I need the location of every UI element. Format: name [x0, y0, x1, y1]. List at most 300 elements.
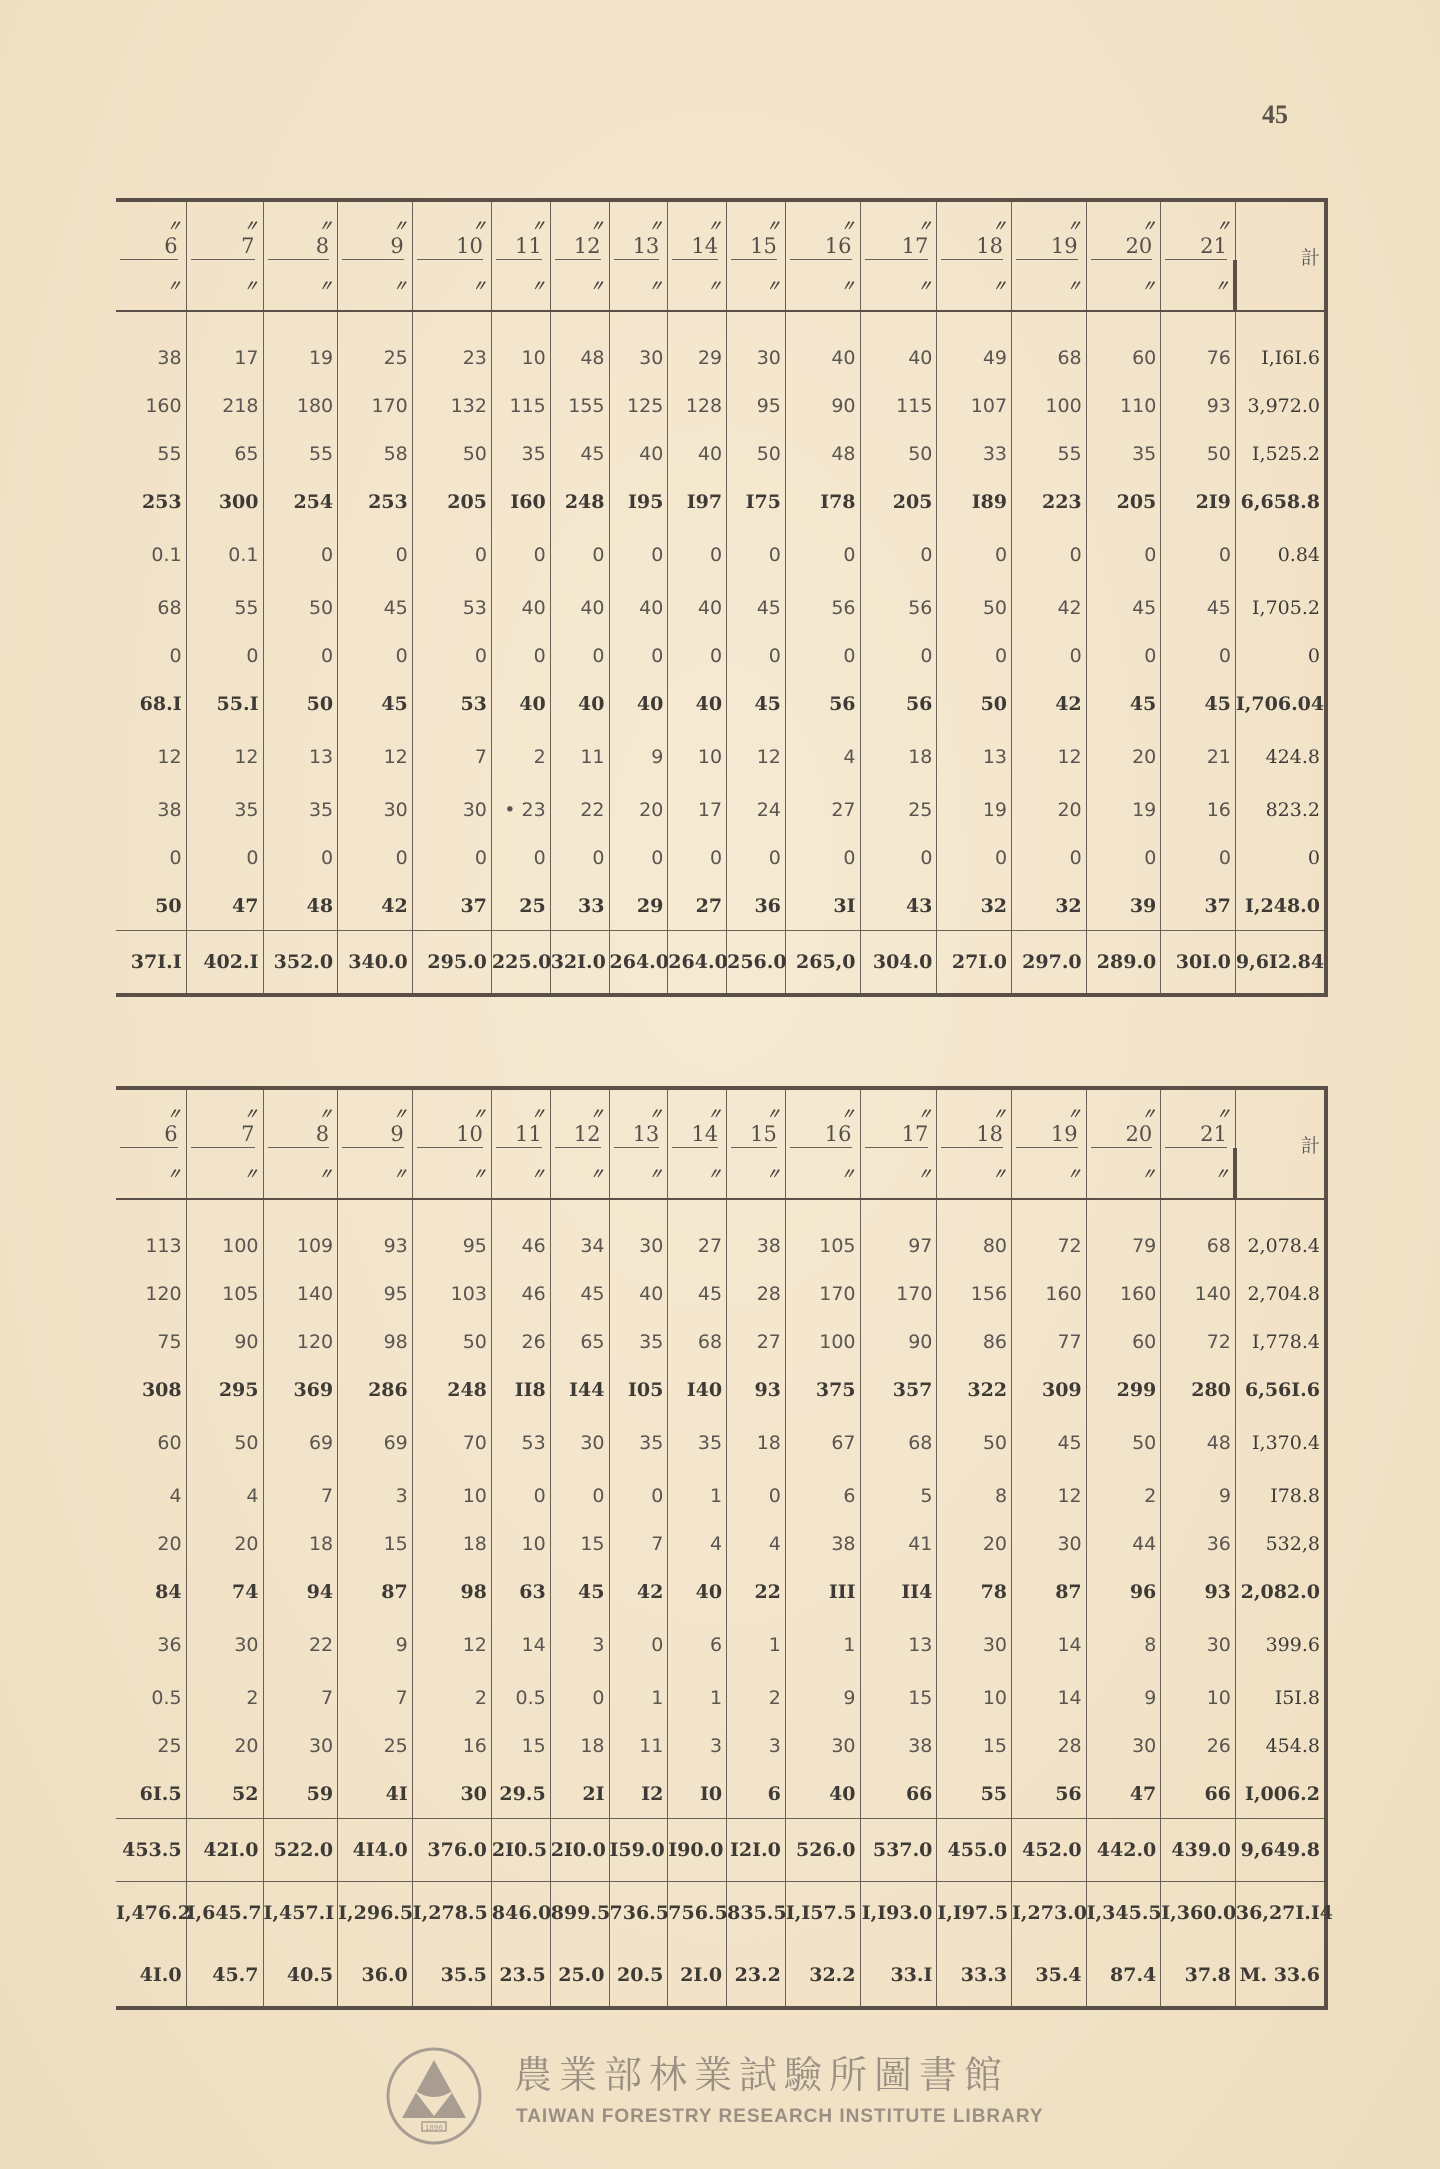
table-cell: 78: [937, 1568, 1012, 1616]
table-cell: 0: [937, 632, 1012, 680]
table-cell: 160: [145, 395, 182, 417]
table-cell: 28: [1012, 1722, 1087, 1770]
column-number: 9: [342, 233, 404, 260]
table-cell: 86: [937, 1318, 1012, 1366]
ditto-mark: 〃: [471, 1105, 487, 1123]
sum-cell: 23.2: [727, 1944, 786, 2008]
table-cell: 12: [727, 728, 786, 786]
table-cell: 0: [1012, 834, 1087, 882]
spacer-cell: [860, 311, 937, 334]
table-cell: 77: [1012, 1318, 1087, 1366]
ditto-mark: 〃: [1141, 1105, 1157, 1123]
column-number: 18: [941, 1121, 1003, 1148]
unit-cell: [668, 260, 727, 311]
row-total-cell: 2,082.0: [1235, 1568, 1326, 1616]
table-cell: 0: [937, 834, 1012, 882]
table-cell: 205: [412, 478, 491, 526]
table-cell: 95: [412, 1222, 491, 1270]
row-total-cell: I,370.4: [1235, 1414, 1326, 1472]
table-cell: 45: [1161, 584, 1236, 632]
table-cell: 40: [609, 584, 668, 632]
table-cell: 22: [263, 1616, 338, 1674]
table-cell: 45: [727, 680, 786, 728]
table-cell: 30: [609, 1222, 668, 1270]
column-header: [1161, 200, 1236, 260]
table-row: [116, 382, 1326, 430]
column-number: 12: [555, 1121, 601, 1148]
column-header: [1086, 1088, 1161, 1148]
table-cell: 49: [937, 334, 1012, 382]
column-header: [412, 200, 491, 260]
table-cell: 0: [785, 632, 860, 680]
table-cell: 33: [937, 430, 1012, 478]
table-row: [116, 430, 1326, 478]
sum-cell: I,I97.5: [937, 1882, 1012, 1945]
table-cell: 19: [263, 334, 338, 382]
table-cell: 0: [727, 1472, 786, 1520]
table-cell: 59: [263, 1770, 338, 1819]
table-cell: 9: [338, 1616, 413, 1674]
row-total-cell: 3,972.0: [1235, 382, 1326, 430]
table-cell: 36: [727, 882, 786, 931]
table-cell: 44: [1086, 1520, 1161, 1568]
sum-cell: I,345.5: [1086, 1882, 1161, 1945]
sum-total-cell: M. 33.6: [1235, 1944, 1326, 2008]
ditto-mark: 〃: [992, 217, 1008, 235]
row-total-cell: 399.6: [1235, 1616, 1326, 1674]
table-cell: 0: [609, 1472, 668, 1520]
table-cell: 8: [937, 1472, 1012, 1520]
table-cell: 58: [338, 430, 413, 478]
row-total-cell: I,525.2: [1235, 430, 1326, 478]
table-cell: 32: [937, 882, 1012, 931]
sum-cell: 37.8: [1161, 1944, 1236, 2008]
table-cell: 0: [727, 834, 786, 882]
spacer-cell: [186, 311, 263, 334]
ditto-mark: 〃: [1066, 277, 1082, 295]
unit-cell: [116, 1148, 186, 1199]
table-cell: 205: [860, 478, 937, 526]
table-cell: 69: [263, 1414, 338, 1472]
unit-cell: [937, 1148, 1012, 1199]
table-cell: 7: [338, 1674, 413, 1722]
table-cell: 40: [785, 1770, 860, 1819]
table-cell: 25: [860, 786, 937, 834]
table-row: [116, 1520, 1326, 1568]
ditto-mark: 〃: [840, 277, 856, 295]
ditto-mark: 〃: [471, 1165, 487, 1183]
table-cell: 1: [668, 1674, 727, 1722]
table-cell: 322: [937, 1366, 1012, 1414]
column-header: [727, 1088, 786, 1148]
sum-cell: 304.0: [860, 931, 937, 996]
table-cell: 15: [860, 1674, 937, 1722]
sum-cell: 295.0: [412, 931, 491, 996]
unit-cell: [937, 260, 1012, 311]
table-cell: 47: [186, 882, 263, 931]
table-cell: 18: [727, 1414, 786, 1472]
table-cell: 55: [186, 584, 263, 632]
table-cell: 40: [785, 334, 860, 382]
unit-cell: [785, 260, 860, 311]
unit-cell: [338, 260, 413, 311]
row-total-cell: I,705.2: [1235, 584, 1326, 632]
table-cell: 46: [491, 1222, 550, 1270]
library-name-zh: 農業部林業試驗所圖書館: [514, 2053, 1010, 2097]
table-cell: 0: [785, 526, 860, 584]
table-cell: 45: [1086, 680, 1161, 728]
table-cell: 2I: [550, 1770, 609, 1819]
table-lower-header-row: [116, 1088, 1326, 1148]
table-cell: 20: [937, 1520, 1012, 1568]
spacer-cell: [668, 311, 727, 334]
sum-cell: I59.0: [609, 1819, 668, 1882]
ditto-mark: 〃: [166, 1105, 182, 1123]
table-upper-body: [116, 311, 1326, 995]
row-total-cell: 2,078.4: [1235, 1222, 1326, 1270]
unit-cell: [412, 1148, 491, 1199]
sum-cell: 899.5: [550, 1882, 609, 1945]
table-cell: 29.5: [491, 1770, 550, 1819]
table-cell: 0: [1161, 526, 1236, 584]
table-cell: 50: [155, 895, 182, 917]
sum-cell: 2I0.0: [550, 1819, 609, 1882]
table-cell: 30: [1012, 1520, 1087, 1568]
table-cell: 2I9: [1161, 478, 1236, 526]
table-row: [116, 1722, 1326, 1770]
table-cell: 1: [668, 1472, 727, 1520]
ditto-mark: 〃: [1215, 1105, 1231, 1123]
table-cell: 9: [1161, 1472, 1236, 1520]
column-header: [1086, 200, 1161, 260]
table-cell: 65: [186, 430, 263, 478]
table-cell: 0: [1086, 632, 1161, 680]
table-cell: 300: [186, 478, 263, 526]
table-cell: 60: [157, 1432, 182, 1454]
sum-cell: 452.0: [1012, 1819, 1087, 1882]
table-cell: • 23: [491, 786, 550, 834]
ditto-mark: 〃: [166, 217, 182, 235]
sum-cell: 23.5: [491, 1944, 550, 2008]
unit-cell: [491, 1148, 550, 1199]
ditto-mark: 〃: [392, 1105, 408, 1123]
table-cell: 248: [550, 478, 609, 526]
sum-cell: 25.0: [550, 1944, 609, 2008]
table-cell: 68: [860, 1414, 937, 1472]
table-cell: 14: [1012, 1674, 1087, 1722]
table-cell: 33: [550, 882, 609, 931]
table-cell: 90: [186, 1318, 263, 1366]
ditto-mark: 〃: [765, 277, 781, 295]
table-cell: 70: [412, 1414, 491, 1472]
table-cell: 40: [609, 1270, 668, 1318]
sum-cell: 87.4: [1086, 1944, 1161, 2008]
table-row: [116, 834, 1326, 882]
table-cell: I78: [785, 478, 860, 526]
table-cell: 40: [609, 680, 668, 728]
table-cell: 45: [1161, 680, 1236, 728]
table-cell: 74: [186, 1568, 263, 1616]
table-cell: 0: [412, 834, 491, 882]
table-row: [116, 680, 1326, 728]
spacer-cell: [263, 1199, 338, 1222]
sum-cell: I,273.0: [1012, 1882, 1087, 1945]
table-cell: 120: [145, 1283, 182, 1305]
table-cell: 97: [860, 1222, 937, 1270]
column-header: [609, 200, 668, 260]
table-cell: 253: [141, 491, 182, 513]
table-row: [116, 728, 1326, 786]
sum-cell: 340.0: [338, 931, 413, 996]
spacer-cell: [727, 311, 786, 334]
table-cell: 11: [609, 1722, 668, 1770]
unit-cell: [785, 1148, 860, 1199]
column-header: [937, 200, 1012, 260]
table-cell: 42: [609, 1568, 668, 1616]
table-cell: 30: [785, 1722, 860, 1770]
table-cell: 53: [491, 1414, 550, 1472]
sum-total-cell: 9,649.8: [1235, 1819, 1326, 1882]
table-cell: 95: [727, 382, 786, 430]
table-cell: 30: [263, 1722, 338, 1770]
spacer-cell: [491, 311, 550, 334]
ditto-mark: 〃: [1066, 1105, 1082, 1123]
table-cell: 48: [550, 334, 609, 382]
sum-cell: 2I.0: [668, 1944, 727, 2008]
table-cell: 295: [186, 1366, 263, 1414]
ditto-mark: 〃: [992, 277, 1008, 295]
spacer-cell: [412, 1199, 491, 1222]
table-cell: 30: [550, 1414, 609, 1472]
table-cell: 43: [860, 882, 937, 931]
sum-cell: 256.0: [727, 931, 786, 996]
table-cell: 38: [785, 1520, 860, 1568]
unit-cell: [609, 1148, 668, 1199]
ditto-mark: 〃: [471, 217, 487, 235]
table-lower: [116, 1086, 1334, 2010]
column-number: 21: [1165, 1121, 1227, 1148]
table-cell: 0: [412, 632, 491, 680]
row-total-cell: 0: [1235, 834, 1326, 882]
unit-cell: [860, 260, 937, 311]
spacer-cell: [186, 1199, 263, 1222]
table-cell: 0: [860, 834, 937, 882]
table-cell: 48: [1161, 1414, 1236, 1472]
table-cell: 160: [1086, 1270, 1161, 1318]
ditto-mark: 〃: [589, 277, 605, 295]
ditto-mark: 〃: [471, 277, 487, 295]
ditto-mark: 〃: [1141, 1165, 1157, 1183]
table-cell: 79: [1086, 1222, 1161, 1270]
table-cell: 9: [609, 728, 668, 786]
ditto-mark: 〃: [917, 217, 933, 235]
ditto-mark: 〃: [707, 1105, 723, 1123]
ditto-mark: 〃: [992, 1165, 1008, 1183]
table-cell: 0: [338, 632, 413, 680]
sum-cell: I,476.2: [116, 1882, 186, 1945]
spacer-cell: [785, 1199, 860, 1222]
table-cell: 84: [155, 1581, 182, 1603]
table-cell: 18: [550, 1722, 609, 1770]
table-row: [116, 478, 1326, 526]
row-total-cell: 454.8: [1235, 1722, 1326, 1770]
data-table-upper: [116, 198, 1328, 997]
spacer-cell: [412, 311, 491, 334]
unit-cell: [1012, 1148, 1087, 1199]
ditto-mark: 〃: [648, 277, 664, 295]
table-cell: 120: [263, 1318, 338, 1366]
table-cell: 20: [186, 1722, 263, 1770]
table-cell: 8: [1086, 1616, 1161, 1674]
table-cell: 0.5: [491, 1674, 550, 1722]
column-header: [668, 200, 727, 260]
sum-cell: 352.0: [263, 931, 338, 996]
data-table-lower: [116, 1086, 1334, 2010]
spacer-cell: [785, 311, 860, 334]
column-number: 11: [496, 233, 542, 260]
sum-cell: 40.5: [263, 1944, 338, 2008]
column-number: 20: [1091, 233, 1153, 260]
table-cell: 98: [412, 1568, 491, 1616]
ditto-mark: 〃: [318, 217, 334, 235]
table-cell: 39: [1086, 882, 1161, 931]
table-cell: 0: [263, 526, 338, 584]
table-cell: 10: [937, 1674, 1012, 1722]
table-cell: 4: [727, 1520, 786, 1568]
row-total-cell: 6,56I.6: [1235, 1366, 1326, 1414]
table-cell: 0: [550, 1674, 609, 1722]
table-cell: 132: [412, 382, 491, 430]
table-cell: II4: [860, 1568, 937, 1616]
sum-cell: 27I.0: [937, 931, 1012, 996]
row-total-cell: I78.8: [1235, 1472, 1326, 1520]
sum-cell: 376.0: [412, 1819, 491, 1882]
ditto-mark: 〃: [840, 217, 856, 235]
ditto-mark: 〃: [589, 217, 605, 235]
ditto-mark: 〃: [318, 1165, 334, 1183]
table-lower-body: [116, 1199, 1334, 2008]
table-cell: II8: [491, 1366, 550, 1414]
table-cell: 10: [1161, 1674, 1236, 1722]
total-column-header: 計: [1235, 200, 1326, 311]
table-cell: 4: [668, 1520, 727, 1568]
table-cell: 67: [785, 1414, 860, 1472]
ditto-mark: 〃: [243, 217, 259, 235]
table-cell: 286: [338, 1366, 413, 1414]
table-cell: 0.5: [151, 1687, 182, 1709]
column-header: [550, 1088, 609, 1148]
unit-cell: [338, 1148, 413, 1199]
table-cell: 2: [1086, 1472, 1161, 1520]
table-cell: 40: [491, 680, 550, 728]
table-cell: 0: [609, 526, 668, 584]
table-cell: I60: [491, 478, 550, 526]
column-number: 14: [672, 233, 718, 260]
table-cell: 5: [860, 1472, 937, 1520]
spacer-cell: [116, 1199, 186, 1222]
column-header: [727, 200, 786, 260]
sum-cell: I,I93.0: [860, 1882, 937, 1945]
spacer-cell: [491, 1199, 550, 1222]
table-cell: I97: [668, 478, 727, 526]
ditto-mark: 〃: [917, 1105, 933, 1123]
column-number: 8: [268, 1121, 330, 1148]
table-cell: 50: [727, 430, 786, 478]
sum-row: [116, 931, 1326, 996]
column-header: [1012, 200, 1087, 260]
unit-cell: [609, 260, 668, 311]
table-cell: 60: [1086, 334, 1161, 382]
table-cell: 45: [338, 680, 413, 728]
table-cell: 30: [338, 786, 413, 834]
table-cell: 16: [412, 1722, 491, 1770]
column-header: [186, 200, 263, 260]
table-row: [116, 334, 1326, 382]
table-cell: 0: [1086, 834, 1161, 882]
table-cell: 1: [727, 1616, 786, 1674]
table-cell: 0: [609, 632, 668, 680]
table-cell: 0: [338, 834, 413, 882]
table-row: [116, 1270, 1326, 1318]
table-cell: 93: [338, 1222, 413, 1270]
spacer-cell: [116, 311, 186, 334]
column-number: 19: [1016, 1121, 1078, 1148]
table-cell: 60: [1086, 1318, 1161, 1366]
spacer-cell: [1161, 311, 1236, 334]
table-cell: 12: [338, 728, 413, 786]
sum-cell: 33.3: [937, 1944, 1012, 2008]
unit-cell: [1012, 260, 1087, 311]
table-cell: 22: [727, 1568, 786, 1616]
ditto-mark: 〃: [648, 217, 664, 235]
table-cell: 75: [157, 1331, 182, 1353]
table-cell: I75: [727, 478, 786, 526]
table-cell: 40: [491, 584, 550, 632]
table-cell: 30: [186, 1616, 263, 1674]
spacer-row: [116, 311, 1326, 334]
table-cell: 37: [412, 882, 491, 931]
table-cell: 42: [338, 882, 413, 931]
column-number: 6: [120, 1121, 178, 1148]
table-cell: I89: [937, 478, 1012, 526]
table-cell: 12: [1012, 1472, 1087, 1520]
sum-cell: 37I.I: [116, 931, 186, 996]
sum-cell: I,296.5: [338, 1882, 413, 1945]
table-cell: 45: [338, 584, 413, 632]
table-cell: 0: [186, 632, 263, 680]
table-cell: 45: [668, 1270, 727, 1318]
table-cell: 6I.5: [139, 1783, 182, 1805]
row-total-cell: I,006.2: [1235, 1770, 1326, 1819]
table-cell: 20: [609, 786, 668, 834]
table-cell: 53: [412, 584, 491, 632]
table-cell: 80: [937, 1222, 1012, 1270]
table-cell: 0: [609, 834, 668, 882]
table-cell: 56: [785, 584, 860, 632]
table-cell: 35: [263, 786, 338, 834]
table-row: [116, 1770, 1326, 1819]
table-cell: 25: [338, 334, 413, 382]
table-cell: 95: [338, 1270, 413, 1318]
table-cell: 27: [785, 786, 860, 834]
table-row: [116, 1472, 1326, 1520]
table-cell: 30: [937, 1616, 1012, 1674]
sum-cell: I,278.5: [412, 1882, 491, 1945]
column-header: [550, 200, 609, 260]
spacer-cell: [550, 1199, 609, 1222]
sum-cell: 32I.0: [550, 931, 609, 996]
sum-cell: 42I.0: [186, 1819, 263, 1882]
